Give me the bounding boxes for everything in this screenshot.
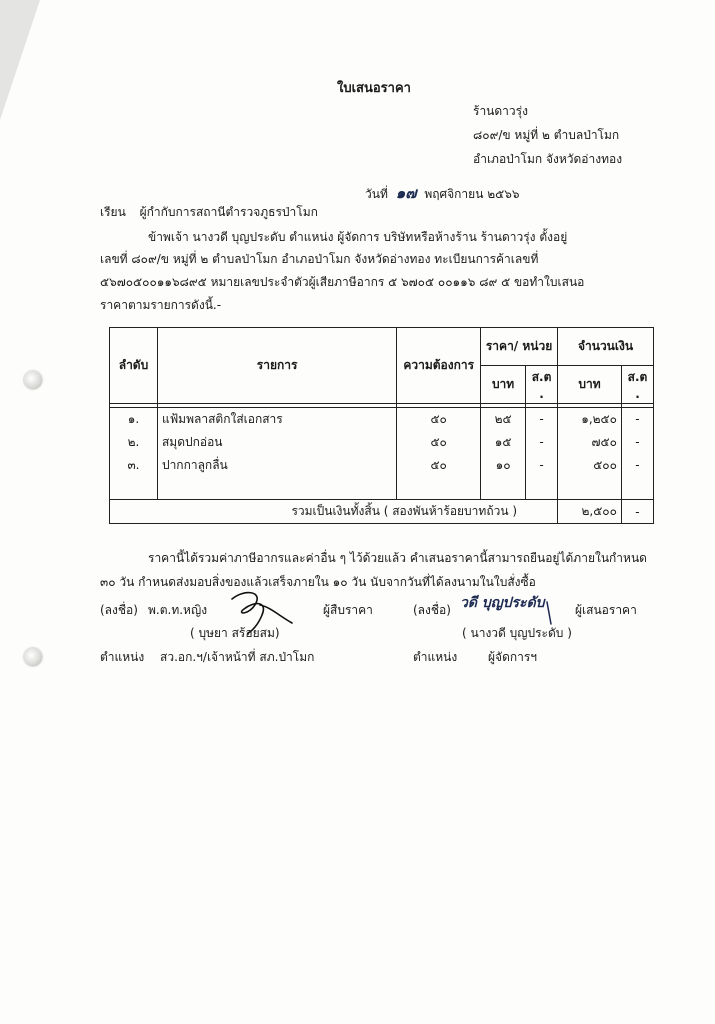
shop-name: ร้านดาวรุ่ง: [473, 104, 528, 118]
left-position: สว.อก.ฯ/เจ้าหน้าที่ สภ.ป่าโมก: [160, 650, 315, 664]
item-names: [157, 408, 396, 500]
table-cell-price-baht: ๒๕: [494, 412, 512, 426]
left-sign-role: ผู้สืบราคา: [323, 603, 373, 617]
header-amount-baht: บาท: [558, 366, 622, 404]
left-sign-name: ( บุษยา สร้อยสม): [190, 626, 280, 640]
table-body-row: [110, 408, 654, 500]
table-cell-amount-satang: -: [635, 435, 640, 449]
date-prefix: วันที่: [365, 187, 388, 201]
punch-hole-icon: [24, 371, 42, 389]
table-cell-price-satang: -: [539, 435, 544, 449]
table-cell-price-baht: ๑๕: [494, 435, 512, 449]
header-price-satang: ส.ต .: [526, 366, 558, 404]
document-title: ใบเสนอราคา: [337, 81, 411, 96]
table-cell-item: แฟ้มพลาสติกใส่เอกสาร: [161, 412, 283, 426]
table-cell-no: ๑.: [127, 412, 140, 426]
left-position-label: ตำแหน่ง: [100, 650, 145, 664]
header-qty: ความต้องการ: [397, 328, 481, 404]
terms-line2: ๓๐ วัน กำหนดส่งมอบสิ่งของแล้วเสร็จภายใน ๑๐ วัน นับจากวันที่ได้ลงนามในใบสั่งซื้อ: [100, 575, 536, 589]
total-satang: -: [621, 500, 653, 524]
date-month-year: พฤศจิกายน ๒๕๖๖: [424, 187, 520, 201]
table-cell-price-baht: ๑๐: [495, 458, 511, 472]
terms-line1: ราคานี้ได้รวมค่าภาษีอากรและค่าอื่น ๆ ไว้ด้วยแล้ว คำเสนอราคานี้สามารถยืนอยู่ได้ภายในกำหนด: [148, 551, 647, 565]
header-amount-satang: ส.ต .: [621, 366, 653, 404]
shop-address-line2: อำเภอป่าโมก จังหวัดอ่างทอง: [473, 152, 623, 166]
table-cell-amount-satang: -: [635, 458, 640, 472]
item-quantities: [397, 408, 481, 500]
header-unit-price: ราคา/ หน่วย: [481, 328, 558, 366]
item-amount-satang: [621, 408, 653, 500]
shop-address-line1: ๘๐๙/ข หมู่ที่ ๒ ตำบลป่าโมก: [473, 128, 620, 142]
punch-hole-icon: [24, 648, 42, 666]
folded-corner: [0, 0, 40, 120]
table-cell-amount-satang: -: [635, 412, 640, 426]
total-baht: ๒,๕๐๐: [558, 500, 622, 524]
table-cell-amount-baht: ๕๐๐: [593, 458, 617, 472]
salutation-recipient: ผู้กำกับการสถานีตำรวจภูธรป่าโมก: [139, 205, 318, 219]
table-cell-amount-baht: ๑,๒๕๐: [581, 412, 617, 426]
header-no: ลำดับ: [110, 328, 158, 404]
date-day: ๑๗: [395, 184, 417, 202]
right-sign-role: ผู้เสนอราคา: [575, 603, 637, 617]
intro-line4: ราคาตามรายการดังนี้.-: [100, 298, 222, 312]
left-sign-rank: พ.ต.ท.หญิง: [148, 603, 208, 617]
table-cell-price-satang: -: [539, 412, 544, 426]
table-cell-item: ปากกาลูกลื่น: [161, 458, 228, 472]
salutation: [100, 203, 318, 222]
table-cell-qty: ๕๐: [430, 435, 447, 449]
header-amount: จำนวนเงิน: [558, 328, 654, 366]
item-amount-baht: [558, 408, 622, 500]
quotation-table: [109, 327, 654, 524]
right-position: ผู้จัดการฯ: [488, 650, 538, 664]
right-signature-stroke: [545, 598, 569, 626]
item-numbers: [110, 408, 158, 500]
intro-line2: เลขที่ ๘๐๙/ข หมู่ที่ ๒ ตำบลป่าโมก อำเภอป่าโมก จังหวัดอ่างทอง ทะเบียนการค้าเลขที่: [100, 252, 539, 266]
right-sign-label: (ลงชื่อ): [413, 603, 451, 617]
left-sign-label: (ลงชื่อ): [100, 603, 138, 617]
table-total-row: [110, 500, 654, 524]
table-cell-qty: ๕๐: [430, 458, 447, 472]
salutation-label: เรียน: [100, 205, 126, 219]
right-signature-handwriting: วดี บุญประดับ: [460, 595, 545, 611]
total-label: รวมเป็นเงินทั้งสิ้น ( สองพันห้าร้อยบาทถ้วน ): [110, 500, 558, 524]
header-price-baht: บาท: [481, 366, 526, 404]
table-cell-price-satang: -: [539, 458, 544, 472]
table-cell-no: ๓.: [127, 458, 140, 472]
right-position-label: ตำแหน่ง: [413, 650, 458, 664]
table-cell-item: สมุดปกอ่อน: [161, 435, 223, 449]
table-cell-no: ๒.: [127, 435, 140, 449]
table-cell-qty: ๕๐: [430, 412, 447, 426]
intro-line3: ๕๖๗๐๕๐๐๑๑๖๘๙๕ หมายเลขประจำตัวผู้เสียภาษีอากร ๕ ๖๗๐๕ ๐๐๑๑๖ ๘๙ ๕ ขอทำใบเสนอ: [100, 275, 585, 289]
right-sign-name: ( นางวดี บุญประดับ ): [462, 626, 572, 640]
date-line: [365, 181, 519, 205]
table-cell-amount-baht: ๗๕๐: [591, 435, 617, 449]
item-price-baht: [481, 408, 526, 500]
intro-line1: ข้าพเจ้า นางวดี บุญประดับ ตำแหน่ง ผู้จัดการ บริษัทหรือห้างร้าน ร้านดาวรุ่ง ตั้งอยู่: [148, 230, 568, 244]
header-item: รายการ: [157, 328, 396, 404]
item-price-satang: [526, 408, 558, 500]
